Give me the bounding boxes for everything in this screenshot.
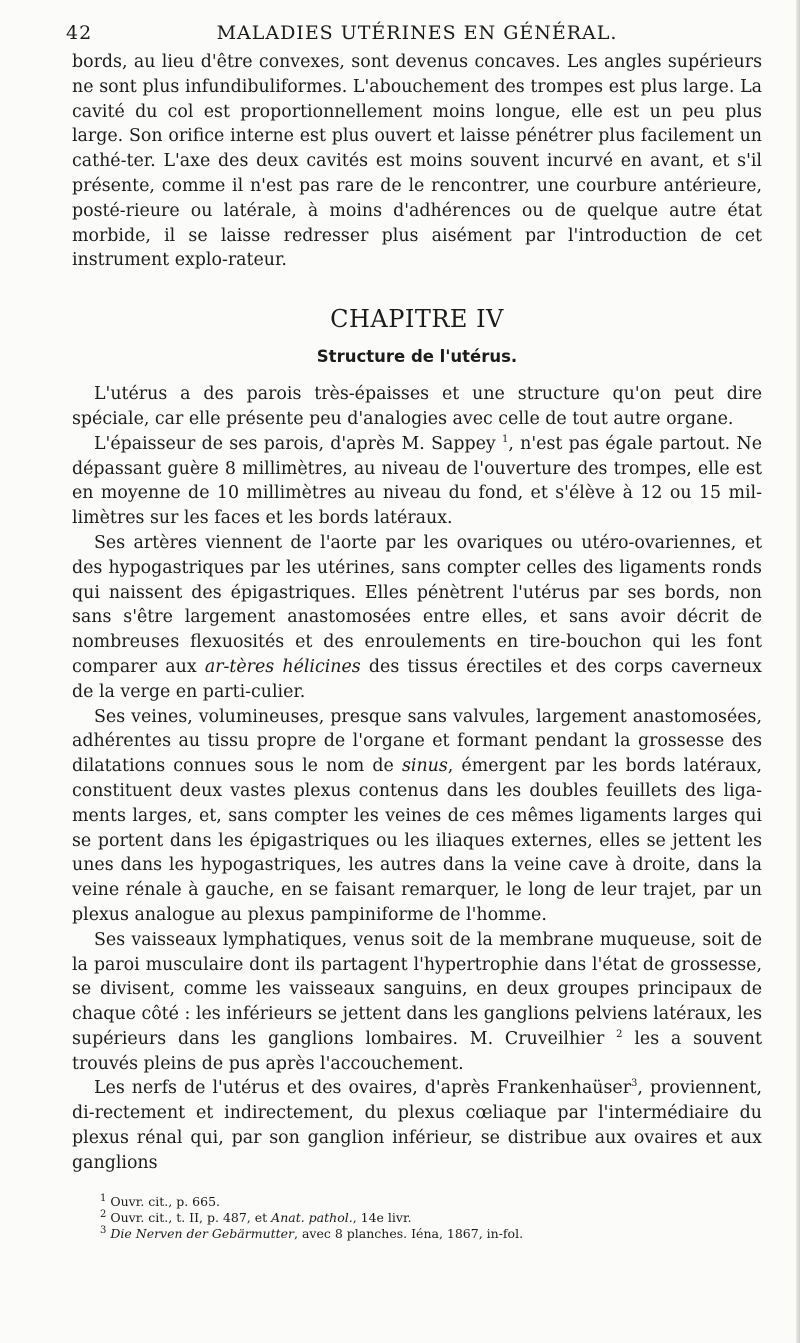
footnote-3-italic: Die Nerven der Gebärmutter xyxy=(110,1225,295,1241)
p4-text-b: , émergent par les bords latéraux, constituent deux vastes plexus contenus dans les doubles feuillets des liga-ments larges, et, sans compter les veines de ces mêmes ligaments larges qui se portent dans les épigastriques ou les iliaques externes, elles se jettent les unes dans les hypogastriques, les autres dans la veine cave à droite, dans la veine rénale à gauche, en se faisant remarquer, le long de leur trajet, par un plexus analogue au plexus pampiniforme de l'homme. xyxy=(72,756,762,925)
footnotes xyxy=(72,1194,762,1242)
footnote-mark-2: 2 xyxy=(100,1208,107,1220)
footnote-2-italic: Anat. pathol. xyxy=(271,1209,353,1225)
p4-italic: sinus xyxy=(401,756,448,777)
p6-text-b: , proviennent, di-rectement et indirectement, du plexus cœliaque par l'intermédiaire du plexus rénal qui, par son ganglion inférieur, se distribue aux ovaires et aux ganglions xyxy=(72,1078,762,1173)
p3-text-b: des tissus érectiles et des corps caverneux de la verge en parti-culier. xyxy=(72,656,762,702)
chapter-title: Structure de l'utérus. xyxy=(316,347,518,367)
footnote-1-text: Ouvr. cit., p. 665. xyxy=(110,1193,220,1209)
p3-text-a: Ses artères viennent de l'aorte par les ovariques ou utéro-ovariennes, et des hypogastriques par les utérines, sans compter celles des ligaments ronds qui naissent des épigastriques. Elles pénètrent l'utérus par ses bords, non sans s'être largement anastomosées entre elles, et sans avoir décrit de nombreuses flexuosités et des enroulements en tire-bouchon qui les font comparer aux xyxy=(72,532,762,677)
footnote-2-text-a: Ouvr. cit., t. II, p. 487, et xyxy=(110,1209,268,1225)
paragraph-wall-thickness-intro: L'utérus a des parois très-épaisses et une structure qu'on peut dire spéciale, car elle présente peu d'analogies avec celle de tout autre organe. xyxy=(72,384,762,429)
p4-text-a: Ses veines, volumineuses, presque sans valvules, largement anastomosées, adhérentes au tissu propre de l'organe et formant pendant la grossesse des dilatations connues sous le nom de xyxy=(72,706,762,777)
page-number: 42 xyxy=(66,22,93,44)
footnote-3-text: , avec 8 planches. Iéna, 1867, in-fol. xyxy=(294,1225,524,1241)
p2-text-b: , n'est pas égale partout. Ne dépassant guère 8 millimètres, au niveau de l'ouverture des trompes, elle est en moyenne de 10 millimètres au niveau du fond, et s'élève à 12 ou 15 mil-limètres sur les faces et les bords latéraux. xyxy=(72,433,762,529)
footnote-mark-3: 3 xyxy=(100,1224,107,1236)
paragraph-wall-thickness xyxy=(72,432,762,531)
footnote-3 xyxy=(100,1226,762,1242)
footnote-ref-3: 3 xyxy=(631,1078,638,1090)
book-page xyxy=(66,20,762,1242)
footnote-2-text-b: , 14e livr. xyxy=(352,1209,412,1225)
paragraph-nerves xyxy=(72,1076,762,1175)
footnote-ref-2: 2 xyxy=(616,1029,623,1041)
p5-text-b: les a souvent trouvés pleins de pus après l'accouchement. xyxy=(72,1028,762,1074)
page-edge xyxy=(796,0,800,1343)
p5-text-a: Ses vaisseaux lymphatiques, venus soit de la membrane muqueuse, soit de la paroi musculaire dont ils partagent l'hypertrophie dans l'état de grossesse, se divisent, comme les vaisseaux sanguins, en deux groupes principaux de chaque côté : les inférieurs se jettent dans les ganglions pelviens latéraux, les supérieurs dans les ganglions lombaires. M. Cruveilhier xyxy=(72,929,762,1049)
paragraph-lymphatics xyxy=(72,928,762,1077)
p6-text-a: Les nerfs de l'utérus et des ovaires, d'après Frankenhaüser xyxy=(94,1078,632,1099)
running-head xyxy=(66,20,762,50)
footnote-1 xyxy=(100,1194,762,1210)
footnote-ref-1: 1 xyxy=(502,433,509,445)
paragraph-veins xyxy=(72,705,762,928)
footnote-mark-1: 1 xyxy=(100,1192,107,1204)
chapter-heading: CHAPITRE IV xyxy=(330,305,504,334)
intro-paragraph: bords, au lieu d'être convexes, sont devenus concaves. Les angles supérieurs ne sont plus infundibuliformes. L'abouchement des trompes est plus large. La cavité du col est proportionnellement moins longue, elle est un peu plus large. Son orifice interne est plus ouvert et laisse pénétrer plus facilement un cathé-ter. L'axe des deux cavités est moins souvent incurvé en avant, et s'il présente, comme il n'est pas rare de le rencontrer, une courbure antérieure, posté-rieure ou latérale, à moins d'adhérences ou de quelque autre état morbide, il se laisse redresser plus aisément par l'introduction de cet instrument explo-rateur. xyxy=(72,52,762,271)
p2-text-a: L'épaisseur de ses parois, d'après M. Sappey xyxy=(94,433,496,454)
footnote-2 xyxy=(100,1210,762,1226)
paragraph-arteries xyxy=(72,531,762,705)
p3-italic: ar-tères hélicines xyxy=(204,656,361,677)
running-title: MALADIES UTÉRINES EN GÉNÉRAL. xyxy=(216,22,618,44)
